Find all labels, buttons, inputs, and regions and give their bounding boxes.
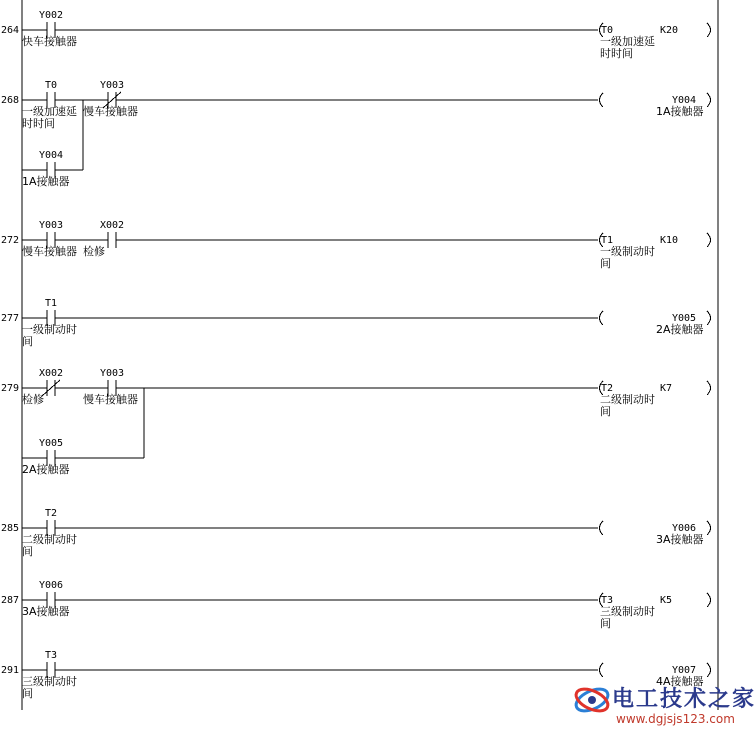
coil-comment: 3A接触器	[656, 533, 704, 546]
output-coil	[600, 93, 711, 118]
contact-comment: 慢车接触器	[22, 245, 77, 258]
rung-268	[1, 80, 711, 188]
contact-device: T0	[44, 80, 58, 91]
contact-comment: 间	[22, 335, 33, 348]
timer-setting: K5	[660, 595, 673, 606]
contact-device: T2	[44, 508, 58, 519]
coil-device: T2	[601, 383, 614, 394]
contact-comment: 二级制动时	[22, 533, 77, 546]
rung-287	[1, 580, 711, 630]
no-contact	[22, 650, 77, 700]
step-number: 287	[1, 595, 20, 606]
watermark-title: 电工技术之家	[612, 687, 756, 712]
contact-comment: 检修	[83, 245, 105, 258]
contact-comment: 检修	[22, 393, 44, 406]
nc-contact	[83, 80, 138, 118]
watermark-url: www.dgjsjs123.com	[616, 712, 735, 726]
contact-device: X002	[99, 220, 125, 231]
step-number: 268	[1, 95, 20, 106]
dianji-logo-icon	[572, 680, 612, 720]
coil-comment: 一级加速延	[600, 35, 655, 48]
coil-device: T1	[601, 235, 614, 246]
rung-277	[1, 298, 711, 348]
no-contact	[22, 580, 70, 618]
rung-264	[1, 10, 711, 60]
no-contact	[22, 150, 70, 188]
coil-device: Y005	[671, 313, 697, 324]
no-contact	[22, 220, 77, 258]
contact-device: X002	[38, 368, 64, 379]
contact-device: Y002	[38, 10, 64, 21]
step-number: 277	[1, 313, 20, 324]
coil-comment: 一级制动时	[600, 245, 655, 258]
timer-coil	[600, 23, 711, 60]
timer-setting: K10	[660, 235, 679, 246]
timer-setting: K7	[660, 383, 673, 394]
rungs-layer	[1, 10, 711, 700]
no-contact	[22, 298, 77, 348]
contact-device: Y003	[38, 220, 64, 231]
contact-comment: 一级制动时	[22, 323, 77, 336]
contact-comment: 间	[22, 545, 33, 558]
coil-comment: 2A接触器	[656, 323, 704, 336]
coil-comment: 间	[600, 257, 611, 270]
coil-comment: 时时间	[600, 47, 633, 60]
contact-comment: 2A接触器	[22, 463, 70, 476]
step-number: 279	[1, 383, 20, 394]
timer-coil	[600, 381, 711, 418]
contact-device: Y005	[38, 438, 64, 449]
coil-comment: 三级制动时	[600, 605, 655, 618]
contact-comment: 慢车接触器	[83, 393, 138, 406]
coil-device: T3	[601, 595, 614, 606]
contact-device: T3	[44, 650, 58, 661]
rung-272	[1, 220, 711, 270]
rung-279	[1, 368, 711, 476]
step-number: 291	[1, 665, 20, 676]
coil-comment: 间	[600, 617, 611, 630]
step-number: 285	[1, 523, 20, 534]
coil-device: Y007	[671, 665, 697, 676]
timer-coil	[600, 593, 711, 630]
contact-device: T1	[44, 298, 58, 309]
coil-comment: 二级制动时	[600, 393, 655, 406]
coil-device: Y006	[671, 523, 697, 534]
contact-comment: 慢车接触器	[83, 105, 138, 118]
no-contact	[22, 438, 70, 476]
contact-device: Y003	[99, 80, 125, 91]
no-contact	[22, 10, 77, 48]
no-contact	[83, 220, 124, 258]
step-number: 272	[1, 235, 20, 246]
site-watermark	[572, 680, 756, 732]
contact-device: Y004	[38, 150, 64, 161]
contact-comment: 快车接触器	[22, 35, 77, 48]
contact-comment: 1A接触器	[22, 175, 70, 188]
contact-device: Y003	[99, 368, 125, 379]
coil-comment: 1A接触器	[656, 105, 704, 118]
contact-comment: 时时间	[22, 117, 55, 130]
no-contact	[22, 508, 77, 558]
coil-comment: 4A接触器	[656, 675, 704, 688]
contact-comment: 一级加速延	[22, 105, 77, 118]
contact-comment: 三级制动时	[22, 675, 77, 688]
contact-device: Y006	[38, 580, 64, 591]
step-number: 264	[1, 25, 20, 36]
contact-comment: 间	[22, 687, 33, 700]
coil-comment: 间	[600, 405, 611, 418]
rung-285	[1, 508, 711, 558]
nc-contact	[22, 368, 63, 406]
output-coil	[600, 311, 711, 336]
output-coil	[600, 521, 711, 546]
timer-setting: K20	[660, 25, 679, 36]
coil-device: T0	[601, 25, 614, 36]
no-contact	[83, 368, 138, 406]
coil-device: Y004	[671, 95, 697, 106]
timer-coil	[600, 233, 711, 270]
no-contact	[22, 80, 77, 130]
contact-comment: 3A接触器	[22, 605, 70, 618]
